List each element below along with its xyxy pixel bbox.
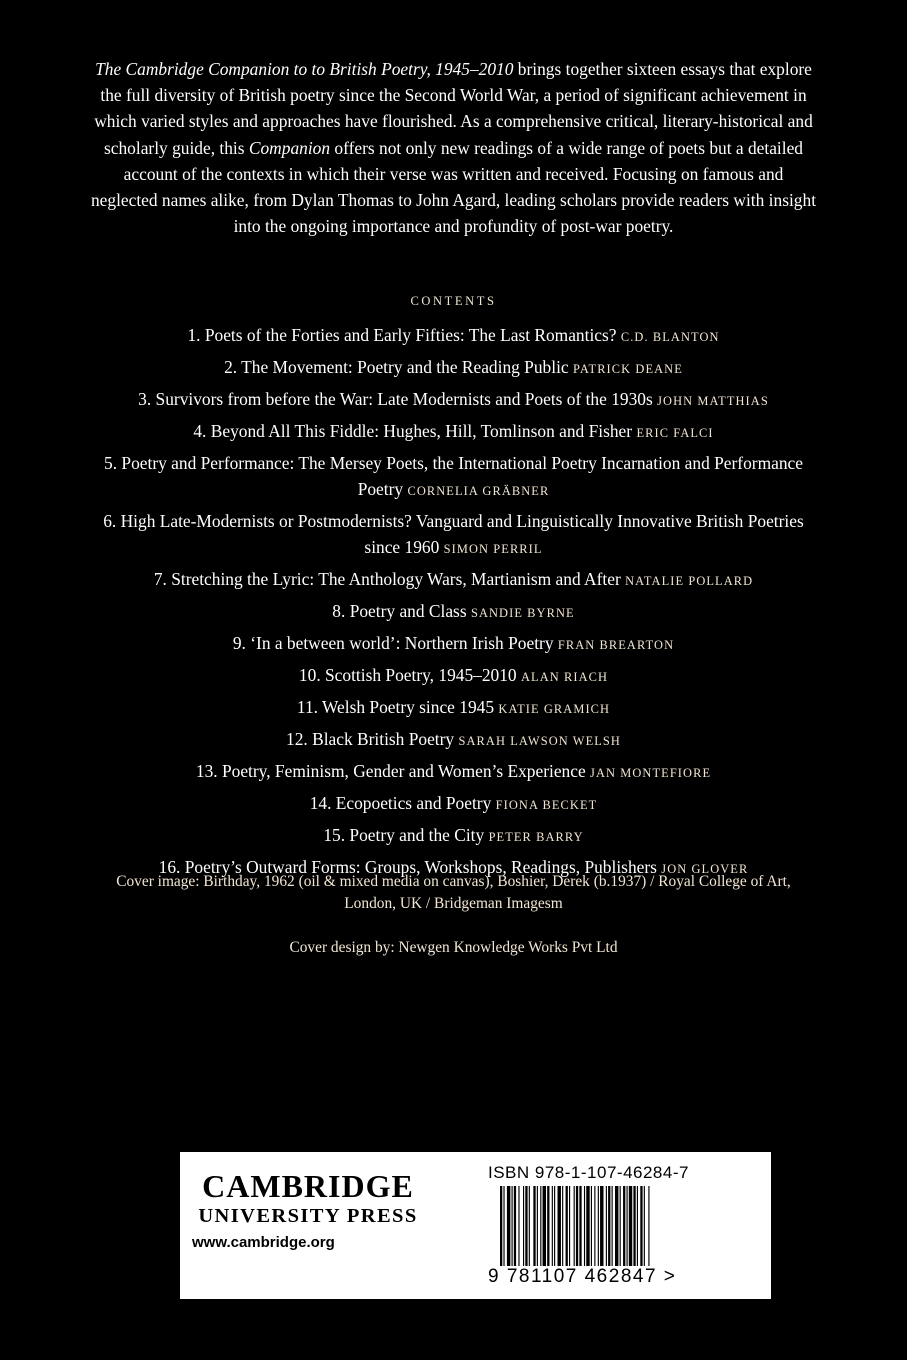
toc-item-author: FRAN BREARTON: [557, 638, 675, 652]
toc-item-author: PETER BARRY: [488, 830, 584, 844]
toc-item-title: 6. High Late-Modernists or Postmodernists? Vanguard and Linguistically Innovative British Poetries since 1960: [103, 511, 804, 557]
barcode-digits: 9 781107 462847 >: [488, 1266, 677, 1287]
companion-word: Companion: [248, 137, 331, 158]
toc-item-author: FIONA BECKET: [495, 798, 598, 812]
toc-item-title: 15. Poetry and the City: [323, 825, 485, 845]
toc-item-title: 3. Survivors from before the War: Late Modernists and Poets of the 1930s: [138, 389, 653, 409]
description-text-1: brings together sixteen essays that explore the full diversity of British poetry since the Second World War, a period of significant achievement in which varied styles and approaches have flourished. As a comprehensive critical, literary-historical and scholarly guide, this: [94, 59, 813, 158]
toc-item-author: C.D. BLANTON: [620, 330, 720, 344]
toc-item: [100, 418, 807, 446]
book-description: [90, 56, 817, 239]
toc-item: [100, 630, 807, 658]
toc-item-author: JAN MONTEFIORE: [590, 766, 712, 780]
toc-item: [100, 508, 807, 562]
toc-item-title: 12. Black British Poetry: [286, 729, 455, 749]
toc-item-title: 4. Beyond All This Fiddle: Hughes, Hill, Tomlinson and Fisher: [193, 421, 633, 441]
toc-item-author: KATIE GRAMICH: [498, 702, 611, 716]
contents-heading: CONTENTS: [410, 294, 497, 308]
toc-item: [100, 354, 807, 382]
toc-item-author: JOHN MATTHIAS: [657, 394, 769, 408]
toc-item-title: 9. ‘In a between world’: Northern Irish Poetry: [232, 633, 554, 653]
toc-item: [100, 598, 807, 626]
toc-item-title: 16. Poetry’s Outward Forms: Groups, Workshops, Readings, Publishers: [158, 857, 657, 877]
toc-item-title: 14. Ecopoetics and Poetry: [309, 793, 492, 813]
toc-item-title: 1. Poets of the Forties and Early Fifties: The Last Romantics?: [187, 325, 617, 345]
publisher-logo: [192, 1170, 424, 1228]
toc-item-author: SARAH LAWSON WELSH: [458, 734, 621, 748]
toc-item: [100, 726, 807, 754]
toc-item-title: 2. The Movement: Poetry and the Reading Public: [224, 357, 569, 377]
book-title: The Cambridge Companion to to British Poetry, 1945–2010: [95, 59, 514, 79]
toc-item-author: SIMON PERRIL: [443, 542, 543, 556]
description-text-2: offers not only new readings of a wide range of poets but a detailed account of the contexts in which their verse was written and received. Focusing on famous and neglected names alike, from Dylan Thomas to John Agard, leading scholars provide readers with insight into the ongoing importance and profundity of post-war poetry.: [90, 137, 817, 237]
toc-item: [100, 662, 807, 690]
toc-item: [100, 790, 807, 818]
publisher-url: www.cambridge.org: [192, 1234, 335, 1251]
cover-image-credit: Cover image: Birthday, 1962 (oil & mixed media on canvas), Boshier, Derek (b.1937) / Royal College of Art, London, UK / Bridgeman Imagesm: [116, 873, 791, 912]
toc-item-author: PATRICK DEANE: [573, 362, 683, 376]
toc-item-title: 13. Poetry, Feminism, Gender and Women’s Experience: [195, 761, 586, 781]
toc-item-author: SANDIE BYRNE: [470, 606, 575, 620]
barcode-icon: [498, 1186, 720, 1268]
toc-item-title: 5. Poetry and Performance: The Mersey Poets, the International Poetry Incarnation and Performance Poetry: [104, 453, 803, 499]
toc-item-author: ALAN RIACH: [521, 670, 609, 684]
toc-item: [100, 822, 807, 850]
toc-item-author: CORNELIA GRÄBNER: [407, 484, 550, 498]
toc-item-author: ERIC FALCI: [636, 426, 714, 440]
toc-item: [100, 758, 807, 786]
toc-item: [100, 694, 807, 722]
barcode-area: [488, 1164, 728, 1292]
toc-item: [100, 566, 807, 594]
toc-item: [100, 386, 807, 414]
publisher-name: CAMBRIDGE: [202, 1168, 414, 1204]
isbn-label: ISBN 978-1-107-46284-7: [488, 1163, 689, 1182]
toc-item-author: NATALIE POLLARD: [625, 574, 754, 588]
toc-item-title: 11. Welsh Poetry since 1945: [296, 697, 495, 717]
toc-item-title: 8. Poetry and Class: [332, 601, 467, 621]
toc-item: [100, 450, 807, 504]
publisher-label: [180, 1152, 771, 1299]
toc-item-title: 10. Scottish Poetry, 1945–2010: [298, 665, 517, 685]
toc-item: [100, 322, 807, 350]
publisher-subname: UNIVERSITY PRESS: [198, 1205, 418, 1227]
table-of-contents: [100, 322, 807, 886]
toc-item-author: JON GLOVER: [661, 862, 749, 876]
toc-item-title: 7. Stretching the Lyric: The Anthology Wars, Martianism and After: [153, 569, 621, 589]
cover-design-credit: Cover design by: Newgen Knowledge Works Pvt Ltd: [289, 939, 618, 956]
